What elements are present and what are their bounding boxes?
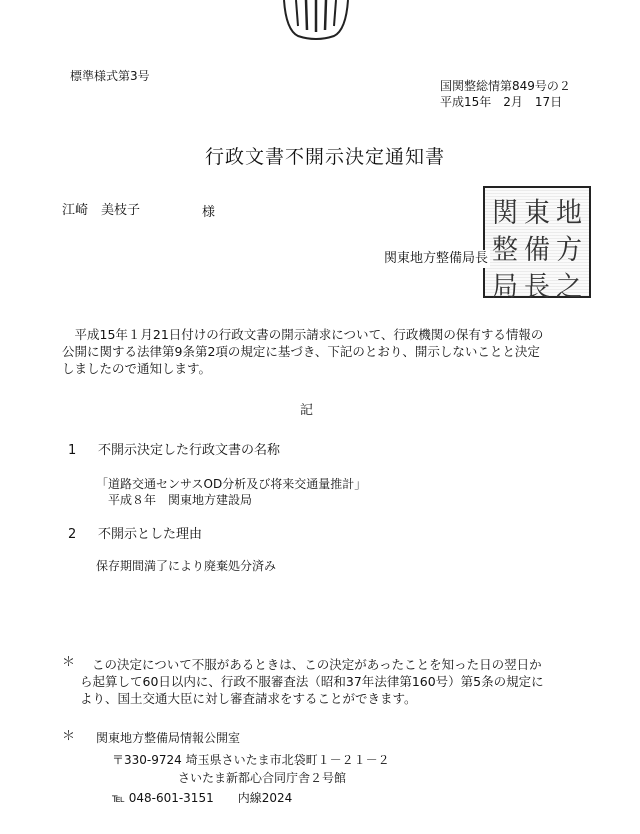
seal-char: 備	[523, 234, 550, 266]
document-name-line: 平成８年 関東地方建設局	[96, 493, 253, 507]
seal-char: 関	[491, 197, 518, 229]
contact-mark: ＊	[62, 729, 76, 744]
binder-clip-mark	[276, 0, 356, 40]
ki-heading: 記	[300, 403, 314, 418]
document-title: 行政文書不開示決定通知書	[205, 146, 446, 168]
document-name-line: 「道路交通センサスOD分析及び将来交通量推計」	[96, 477, 367, 491]
item-heading: 不開示決定した行政文書の名称	[98, 443, 281, 458]
reason-text: 保存期間満了により廃棄処分済み	[96, 559, 277, 573]
contact-address-line2: さいたま新都心合同庁舎２号館	[178, 771, 347, 785]
seal-char: 之	[555, 271, 582, 303]
recipient-honorific: 様	[202, 205, 216, 220]
official-seal	[483, 186, 591, 303]
contact-telephone: ℡ 048-601-3151 内線2024	[112, 791, 293, 805]
item-number: 2	[68, 527, 77, 542]
item-heading: 不開示とした理由	[98, 527, 203, 542]
recipient-name: 江崎 美枝子	[62, 203, 141, 218]
contact-address-line1: 〒330-9724 埼玉県さいたま市北袋町１－２１－２	[112, 753, 390, 767]
seal-char: 整	[491, 234, 518, 266]
document-date: 平成15年 2月 17日	[440, 95, 563, 109]
document-number: 国関整総情第849号の２	[440, 79, 571, 93]
contact-office: 関東地方整備局情報公開室	[96, 731, 241, 745]
seal-char: 東	[523, 197, 550, 229]
form-number: 標準様式第3号	[70, 69, 150, 83]
item-number: 1	[68, 443, 77, 458]
appeal-notice: この決定について不服があるときは、この決定があったことを知った日の翌日から起算して60日以内に、行政不服審査法（昭和37年法律第160号）第5条の規定により、国土交通大臣に対し審査請求をすることができます。	[80, 657, 544, 706]
seal-char: 局	[491, 271, 518, 303]
intro-paragraph: 平成15年１月21日付けの行政文書の開示請求について、行政機関の保有する情報の公開に関する法律第9条第2項の規定に基づき、下記のとおり、開示しないことと決定しましたので通知します。	[62, 327, 544, 376]
seal-char: 方	[555, 234, 582, 266]
notice-mark: ＊	[62, 655, 76, 670]
seal-char: 地	[555, 197, 582, 229]
seal-char: 長	[523, 271, 550, 303]
sender-name: 関東地方整備局長	[384, 251, 489, 266]
